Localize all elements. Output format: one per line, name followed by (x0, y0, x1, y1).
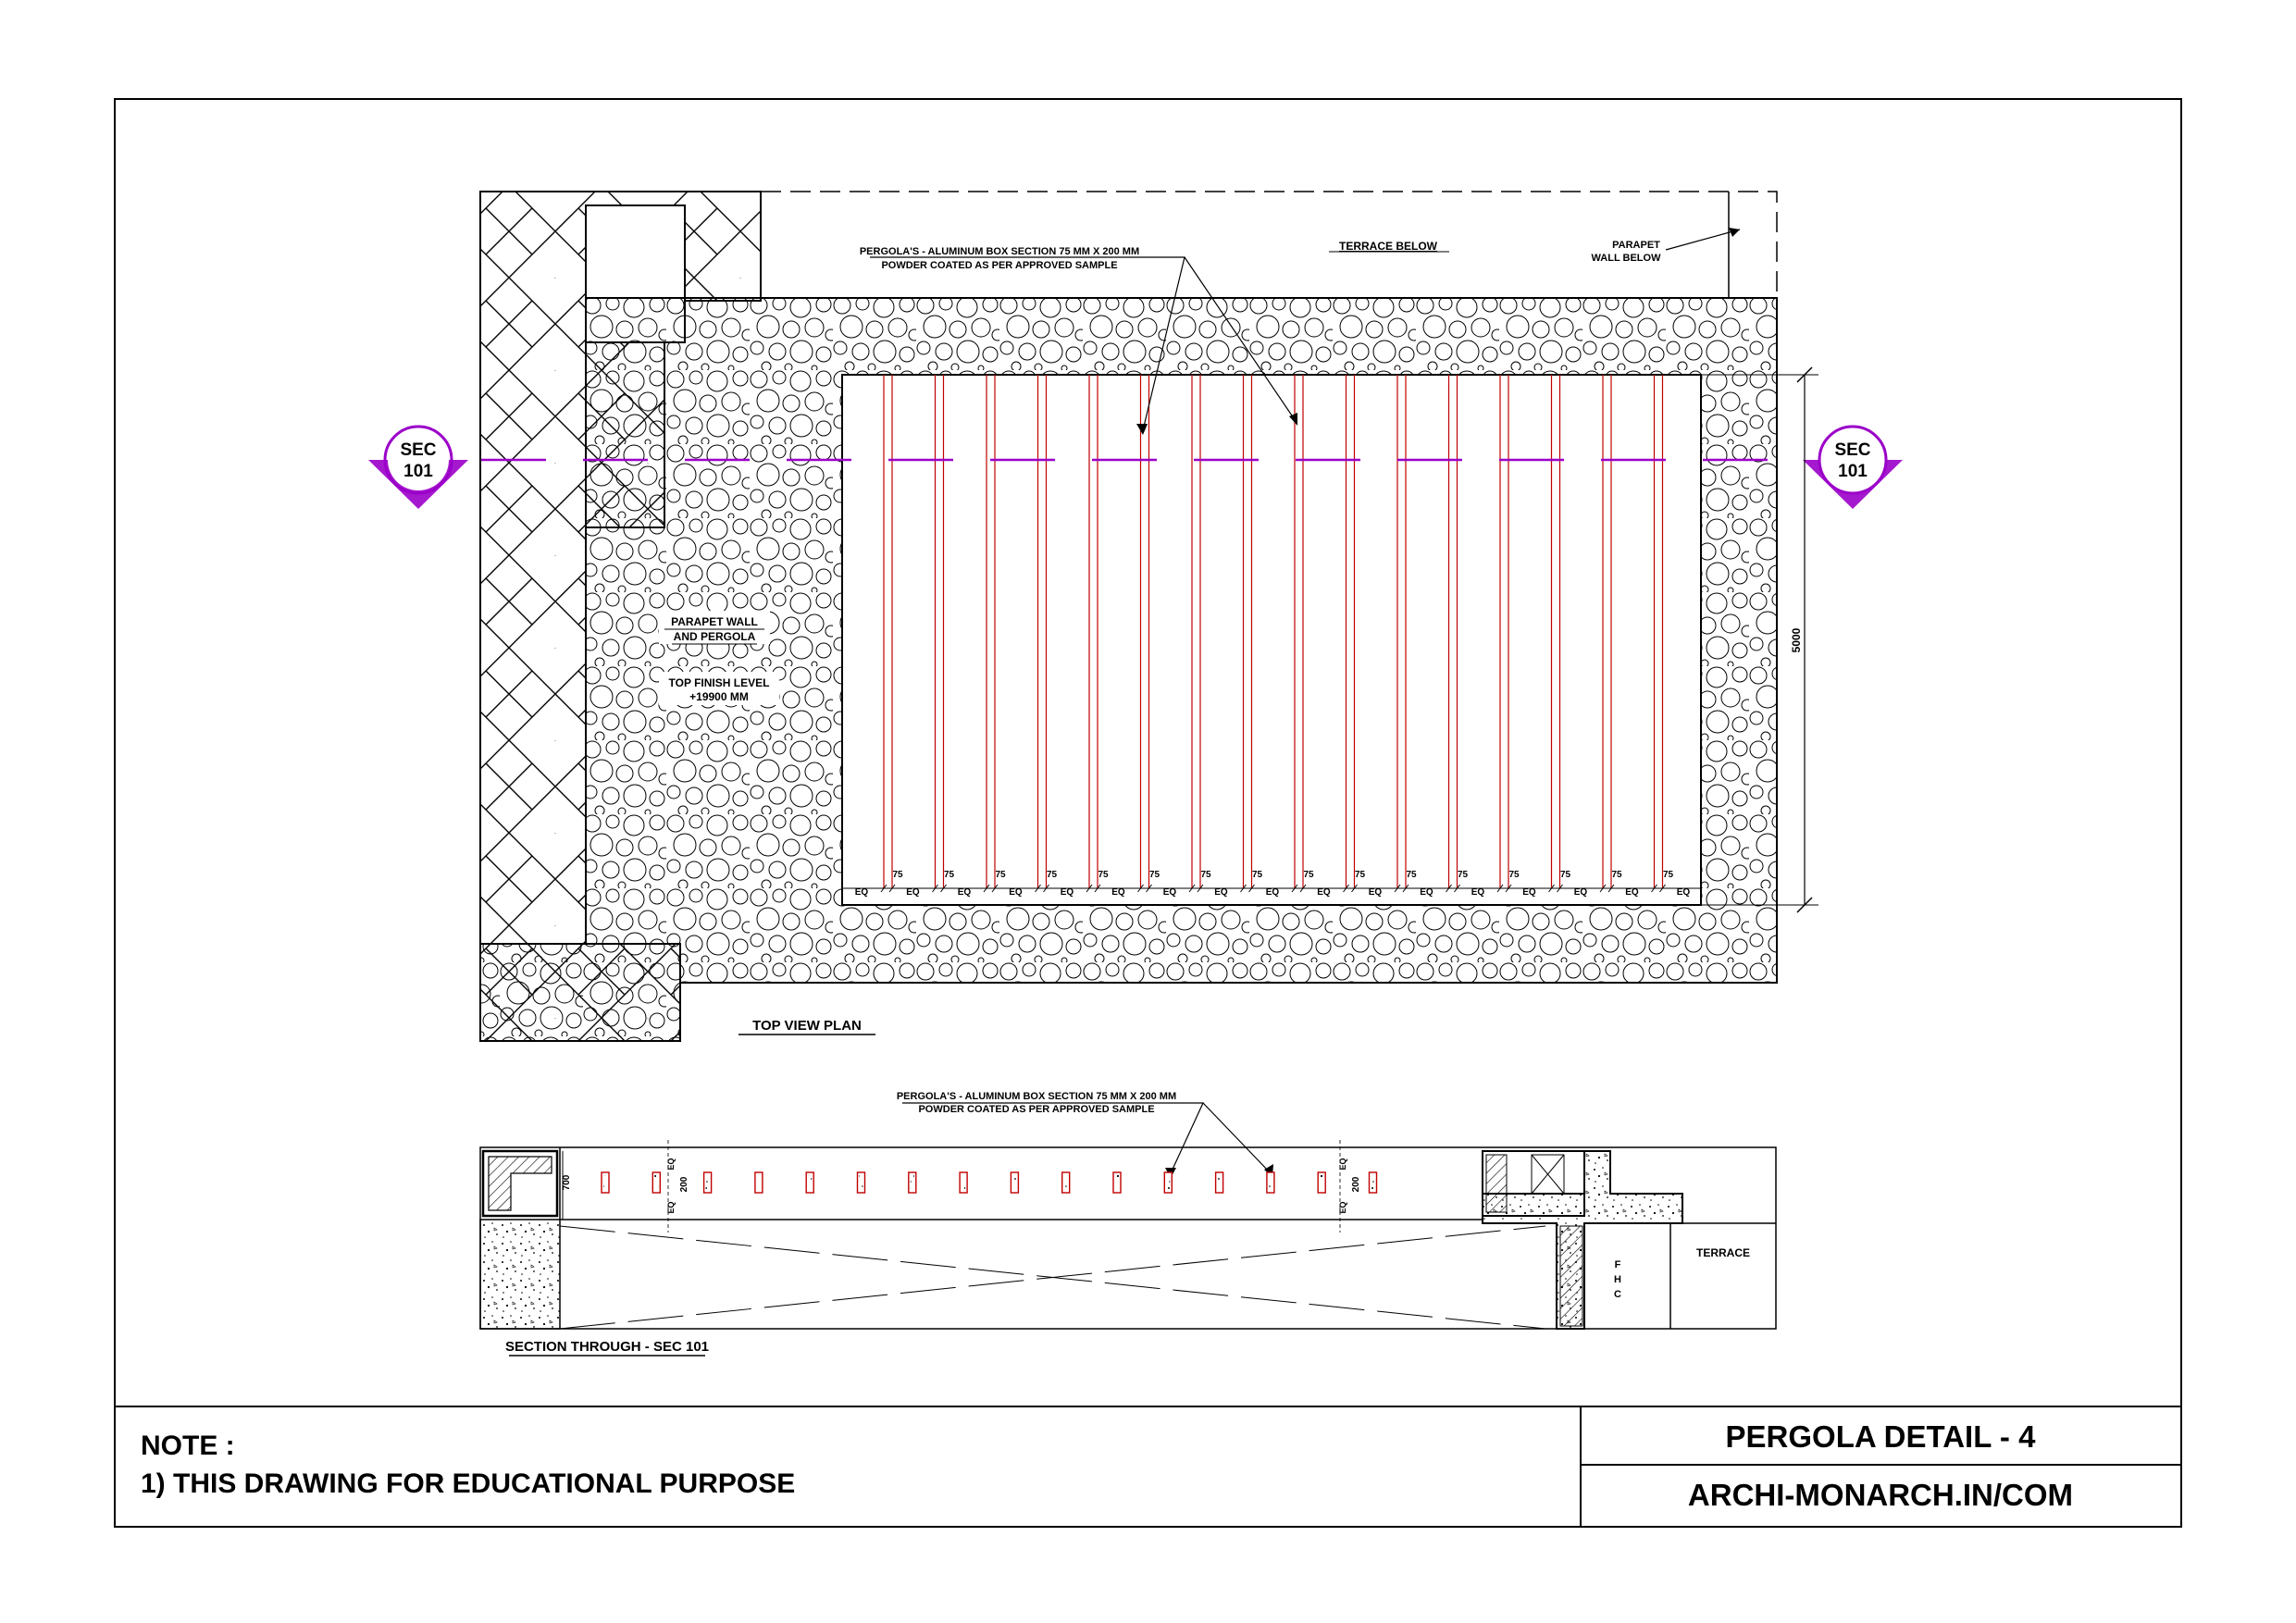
pergola-beam-section (755, 1172, 763, 1193)
section-title: SECTION THROUGH - SEC 101 (504, 1339, 710, 1355)
pergola-beam-section (652, 1172, 660, 1193)
section-dim-left (666, 1140, 689, 1233)
section-marker-left (368, 427, 468, 509)
spacing-eq-label: EQ (1265, 887, 1280, 898)
parapet-wall-below-1: PARAPET (1612, 240, 1660, 251)
spacing-75-label: 75 (1251, 870, 1263, 880)
section-dim-right (1338, 1140, 1361, 1233)
pergola-beam-section (806, 1172, 813, 1193)
dimension-height-label: 5000 (1790, 627, 1803, 653)
plan-title: TOP VIEW PLAN (752, 1018, 862, 1034)
drawing-title: PERGOLA DETAIL - 4 (1725, 1419, 2036, 1454)
spacing-eq-label: EQ (1111, 887, 1125, 898)
top-view-plan (368, 192, 1903, 1041)
parapet-pergola-label-2: AND PERGOLA (673, 630, 756, 643)
fhc-label-c: C (1614, 1289, 1621, 1300)
section-marker-left-line1: SEC (400, 440, 437, 460)
spacing-75-label: 75 (1508, 870, 1520, 880)
spacing-eq-label: EQ (1317, 887, 1331, 898)
spacing-eq-label: EQ (1060, 887, 1074, 898)
pergola-beam-section (602, 1172, 609, 1193)
spacing-eq-label: EQ (1676, 887, 1691, 898)
section-dim-eq-right-top: EQ (1338, 1158, 1347, 1171)
pergola-beam-section (960, 1172, 967, 1193)
section-pergola-label-2: POWDER COATED AS PER APPROVED SAMPLE (918, 1104, 1155, 1115)
spacing-eq-label: EQ (1420, 887, 1433, 898)
pergola-beam-section (1113, 1172, 1121, 1193)
title-block (115, 1406, 2181, 1527)
parapet-wall-below-2: WALL BELOW (1591, 253, 1661, 264)
terrace-below-label: TERRACE BELOW (1339, 240, 1437, 253)
pergola-beam-section (1011, 1172, 1018, 1193)
section-pergola-label-1: PERGOLA'S - ALUMINUM BOX SECTION 75 MM X 200 MM (896, 1091, 1177, 1102)
section-marker-right-line2: 101 (1838, 462, 1868, 481)
pergola-beam-section (1318, 1172, 1325, 1193)
spacing-eq-label: EQ (906, 887, 920, 898)
spacing-eq-label: EQ (1368, 887, 1383, 898)
section-marker-right (1803, 427, 1903, 509)
spacing-eq-label: EQ (957, 887, 972, 898)
spacing-75-label: 75 (943, 870, 955, 880)
spacing-75-label: 75 (1098, 870, 1109, 880)
section-through-sec-101 (480, 1091, 1776, 1356)
pergola-beams-section (602, 1172, 1377, 1193)
spacing-75-label: 75 (995, 870, 1006, 880)
website-label: ARCHI-MONARCH.IN/COM (1687, 1478, 2074, 1512)
pergola-beam-section (1164, 1172, 1172, 1193)
spacing-eq-label: EQ (1573, 887, 1588, 898)
spacing-75-label: 75 (1457, 870, 1469, 880)
section-dim-200-left: 200 (679, 1176, 689, 1193)
fhc-label-f: F (1614, 1259, 1621, 1270)
pergola-beam-section (858, 1172, 865, 1193)
spacing-eq-label: EQ (1009, 887, 1023, 898)
spacing-eq-label: EQ (1522, 887, 1536, 898)
pergola-beam-section (704, 1172, 712, 1193)
spacing-75-label: 75 (1046, 870, 1058, 880)
pergola-beam-section (1370, 1172, 1377, 1193)
plan-pergola-label-1: PERGOLA'S - ALUMINUM BOX SECTION 75 MM X 200 MM (859, 246, 1140, 257)
spacing-75-label: 75 (892, 870, 903, 880)
section-dim-eq-left-bottom: EQ (666, 1201, 676, 1214)
section-dim-eq-left-top: EQ (666, 1158, 676, 1171)
section-dashed-x (560, 1226, 1545, 1329)
terrace-label: TERRACE (1695, 1246, 1751, 1259)
spacing-eq-label: EQ (854, 887, 869, 898)
spacing-eq-label: EQ (1471, 887, 1485, 898)
section-marker-left-line2: 101 (403, 462, 433, 481)
spacing-eq-label: EQ (1162, 887, 1177, 898)
spacing-75-label: 75 (1559, 870, 1571, 880)
pergola-beam-section (1267, 1172, 1274, 1193)
plan-pergola-label-2: POWDER COATED AS PER APPROVED SAMPLE (881, 260, 1118, 271)
spacing-75-label: 75 (1406, 870, 1417, 880)
spacing-75-label: 75 (1662, 870, 1674, 880)
spacing-75-label: 75 (1611, 870, 1622, 880)
section-dim-200-right: 200 (1351, 1176, 1361, 1193)
spacing-75-label: 75 (1303, 870, 1314, 880)
note-heading: NOTE : (141, 1431, 235, 1461)
pergola-beam-section (909, 1172, 916, 1193)
section-marker-right-line1: SEC (1834, 440, 1871, 460)
spacing-75-label: 75 (1148, 870, 1160, 880)
spacing-eq-label: EQ (1214, 887, 1228, 898)
left-wall-concrete (480, 1220, 560, 1329)
note-line: 1) THIS DRAWING FOR EDUCATIONAL PURPOSE (141, 1468, 796, 1499)
pergola-beam-section (1216, 1172, 1223, 1193)
pergola-beam-section (1062, 1172, 1070, 1193)
section-dim-700: 700 (562, 1174, 572, 1191)
spacing-eq-label: EQ (1625, 887, 1639, 898)
top-finish-level-1: TOP FINISH LEVEL (668, 676, 770, 689)
pergola-open-area (842, 375, 1701, 905)
spacing-75-label: 75 (1354, 870, 1366, 880)
top-finish-level-2: +19900 MM (689, 690, 749, 703)
spacing-75-label: 75 (1200, 870, 1211, 880)
section-dim-eq-right-bottom: EQ (1338, 1201, 1347, 1214)
fhc-label-h: H (1614, 1274, 1621, 1285)
parapet-pergola-label-1: PARAPET WALL (671, 615, 758, 628)
